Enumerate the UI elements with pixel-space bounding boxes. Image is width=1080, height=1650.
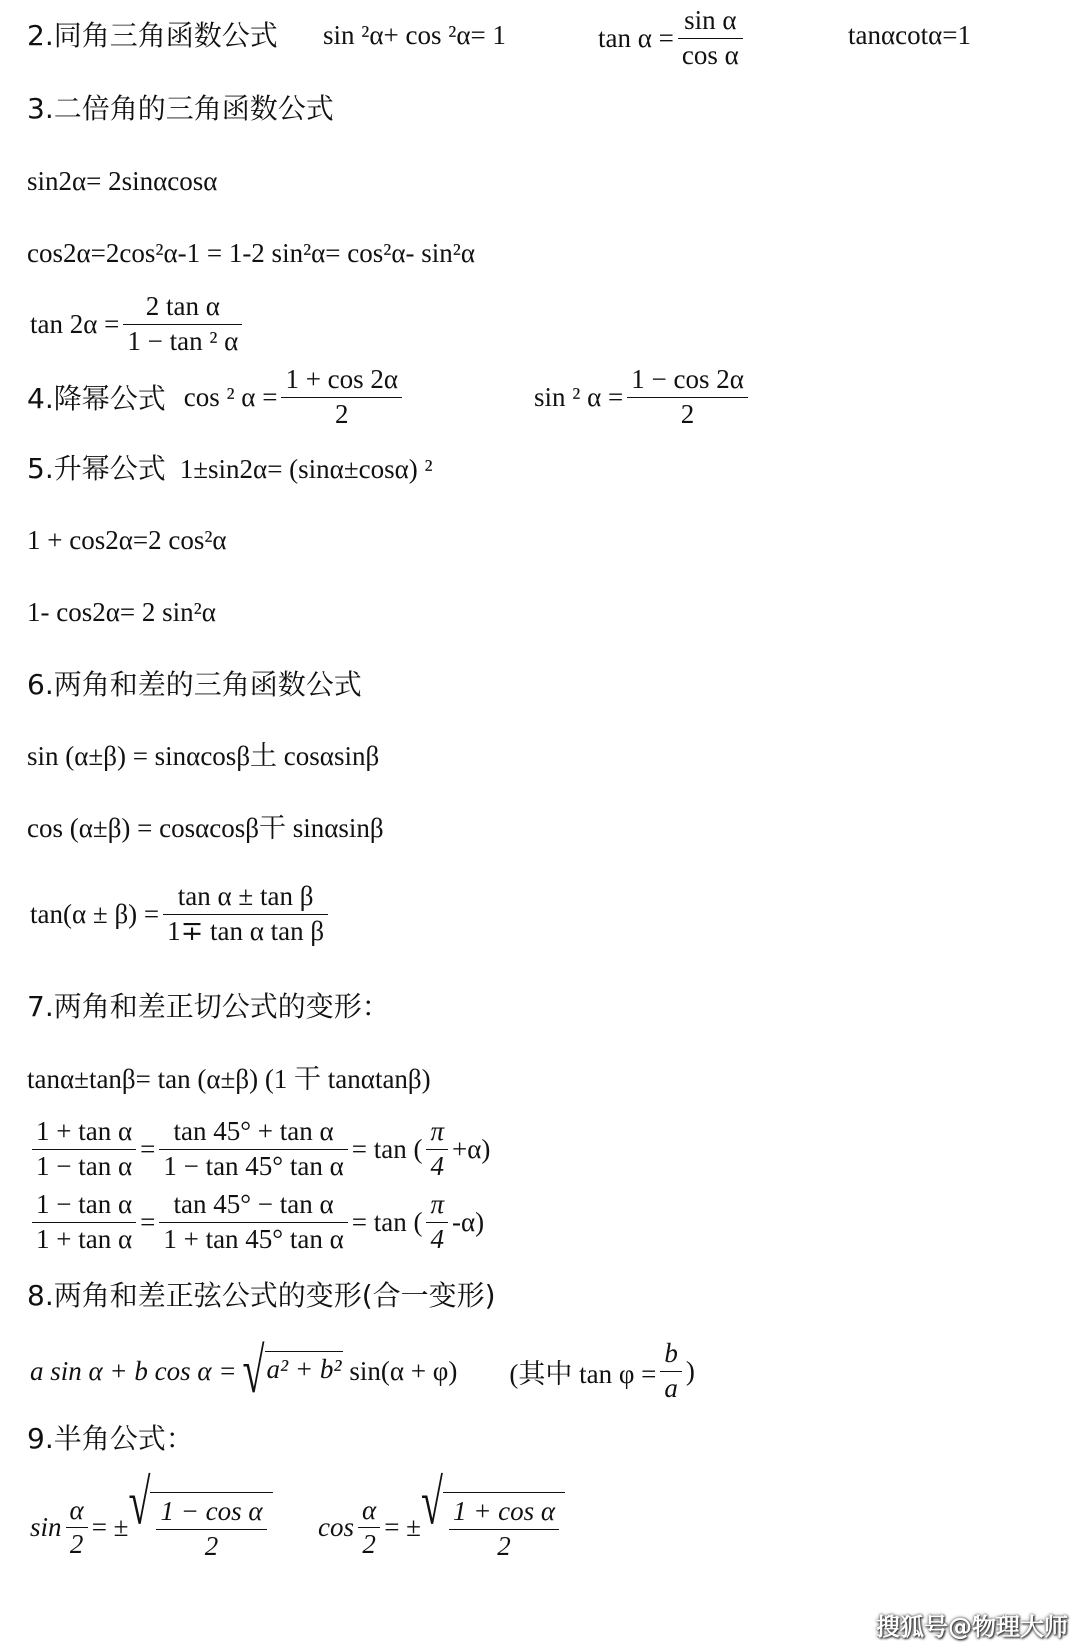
denominator: 1 − tan α	[36, 1150, 133, 1181]
sqrt	[128, 1465, 273, 1564]
fraction-2	[159, 1115, 347, 1184]
tan-lhs: tan(α ± β) =	[30, 898, 160, 929]
pythagorean-identity: sin ²α+ cos ²α= 1	[323, 20, 506, 50]
tan-close: +α)	[452, 1133, 491, 1164]
equals-pm: = ±	[384, 1512, 421, 1543]
denominator: 4	[430, 1223, 444, 1254]
sin-lhs: sin ² α =	[534, 381, 624, 412]
power-raise-1	[27, 452, 433, 485]
pi-over-4	[426, 1115, 448, 1184]
tan-open: = tan (	[351, 1133, 423, 1164]
section-8-title: 8.两角和差正弦公式的变形(合一变形)	[27, 1279, 496, 1312]
tan-fraction	[678, 4, 743, 73]
sin-label: sin	[30, 1512, 62, 1543]
numerator: π	[426, 1188, 448, 1223]
denominator: 4	[430, 1150, 444, 1181]
sin-fraction	[627, 363, 748, 432]
alpha-over-2	[66, 1494, 88, 1563]
sqrt	[242, 1334, 344, 1407]
radical-icon: √	[420, 1465, 443, 1538]
denominator: 2	[497, 1530, 511, 1561]
denominator: 1 + tan 45° tan α	[163, 1223, 344, 1254]
cos-fraction	[281, 363, 402, 432]
numerator: 1 + cos α	[449, 1495, 559, 1530]
denominator: 1∓ tan α tan β	[167, 915, 325, 946]
sum-diff-tan	[30, 880, 332, 949]
numerator: tan 45° − tan α	[159, 1188, 347, 1223]
section-3-title: 3.二倍角的三角函数公式	[27, 92, 334, 125]
denominator: 2	[680, 398, 695, 429]
tan-fraction	[123, 290, 242, 359]
equals: =	[140, 1206, 156, 1237]
denominator: cos α	[681, 39, 739, 70]
fraction-2	[159, 1188, 347, 1257]
lhs: a sin α + b cos α =	[30, 1355, 237, 1386]
sum-diff-sin: sin (α±β) = sinαcosβ土 cosαsinβ	[27, 741, 380, 771]
numerator: 1 − tan α	[32, 1188, 136, 1223]
denominator: a	[664, 1372, 678, 1403]
power-raise-2: 1 + cos2α=2 cos²α	[27, 525, 227, 555]
denominator: 1 − tan ² α	[127, 325, 239, 356]
pi-over-4	[426, 1188, 448, 1257]
numerator: b	[660, 1337, 682, 1372]
b-over-a	[660, 1337, 682, 1406]
cos-lhs: cos ² α =	[183, 381, 278, 412]
section-7-title: 7.两角和差正切公式的变形：	[27, 990, 390, 1023]
section-2-title: 2.同角三角函数公式	[27, 19, 278, 52]
numerator: 1 + cos 2α	[281, 363, 402, 398]
numerator: 1 − cos α	[156, 1495, 266, 1530]
rhs: sin(α + φ)	[349, 1355, 458, 1386]
fraction-1	[32, 1115, 136, 1184]
formula: 1±sin2α= (sinα±cosα) ²	[179, 454, 433, 484]
fraction-1	[32, 1188, 136, 1257]
numerator: π	[426, 1115, 448, 1150]
denominator: 2	[362, 1529, 376, 1560]
where-close: )	[685, 1355, 695, 1386]
denominator: 2	[204, 1530, 219, 1561]
where-open: (其中 tan φ =	[509, 1358, 657, 1389]
section-5-title: 5.升幂公式	[27, 452, 166, 485]
double-angle-cos: cos2α=2cos²α-1 = 1-2 sin²α= cos²α- sin²α	[27, 238, 476, 268]
sum-diff-cos: cos (α±β) = cosαcosβ干 sinαsinβ	[27, 813, 384, 843]
watermark: 搜狐号@物理大师	[876, 1613, 1068, 1641]
power-reduction-sin	[534, 363, 752, 432]
section-9-title: 9.半角公式：	[27, 1422, 194, 1455]
radicand-fraction	[156, 1495, 266, 1564]
tan-sum-transform: tanα±tanβ= tan (α±β) (1 干 tanαtanβ)	[27, 1064, 431, 1094]
numerator: sin α	[678, 4, 743, 39]
section-4-title: 4.降幂公式	[27, 382, 166, 416]
tan-quotient-formula	[598, 4, 747, 73]
alpha-over-2	[358, 1494, 380, 1563]
radicand-fraction	[449, 1495, 559, 1564]
sqrt	[420, 1465, 565, 1564]
numerator: tan 45° + tan α	[159, 1115, 347, 1150]
half-angle-sin	[30, 1465, 273, 1564]
half-angle-cos	[318, 1465, 565, 1564]
numerator: tan α ± tan β	[163, 880, 328, 915]
numerator: 2 tan α	[123, 290, 242, 325]
numerator: 1 − cos 2α	[627, 363, 748, 398]
tan-45-minus	[28, 1188, 484, 1257]
denominator: 2	[335, 398, 349, 429]
tan-lhs: tan 2α =	[30, 308, 120, 339]
denominator: 1 + tan α	[36, 1223, 133, 1254]
power-raise-3: 1- cos2α= 2 sin²α	[27, 597, 216, 627]
radicand: a² + b²	[265, 1351, 344, 1391]
tan-close: -α)	[452, 1206, 485, 1237]
double-angle-tan	[30, 290, 246, 359]
radical-icon: √	[128, 1465, 151, 1538]
numerator: 1 + tan α	[32, 1115, 136, 1150]
section-6-title: 6.两角和差的三角函数公式	[27, 668, 362, 701]
denominator: 1 − tan 45° tan α	[163, 1150, 344, 1181]
equals: =	[140, 1133, 156, 1164]
denominator: 2	[69, 1529, 84, 1560]
cos-label: cos	[318, 1512, 354, 1543]
numerator: α	[66, 1494, 88, 1529]
tan-lhs: tan α =	[598, 22, 674, 53]
radical-icon: √	[242, 1334, 265, 1407]
double-angle-sin: sin2α= 2sinαcosα	[27, 166, 218, 196]
auxiliary-angle-formula	[30, 1334, 695, 1407]
tan-45-plus	[28, 1115, 490, 1184]
equals-pm: = ±	[91, 1512, 129, 1543]
numerator: α	[358, 1494, 380, 1529]
power-reduction-cos	[27, 363, 406, 432]
tan-open: = tan (	[351, 1206, 423, 1237]
tan-fraction	[163, 880, 328, 949]
tan-cot-identity: tanαcotα=1	[848, 20, 971, 50]
